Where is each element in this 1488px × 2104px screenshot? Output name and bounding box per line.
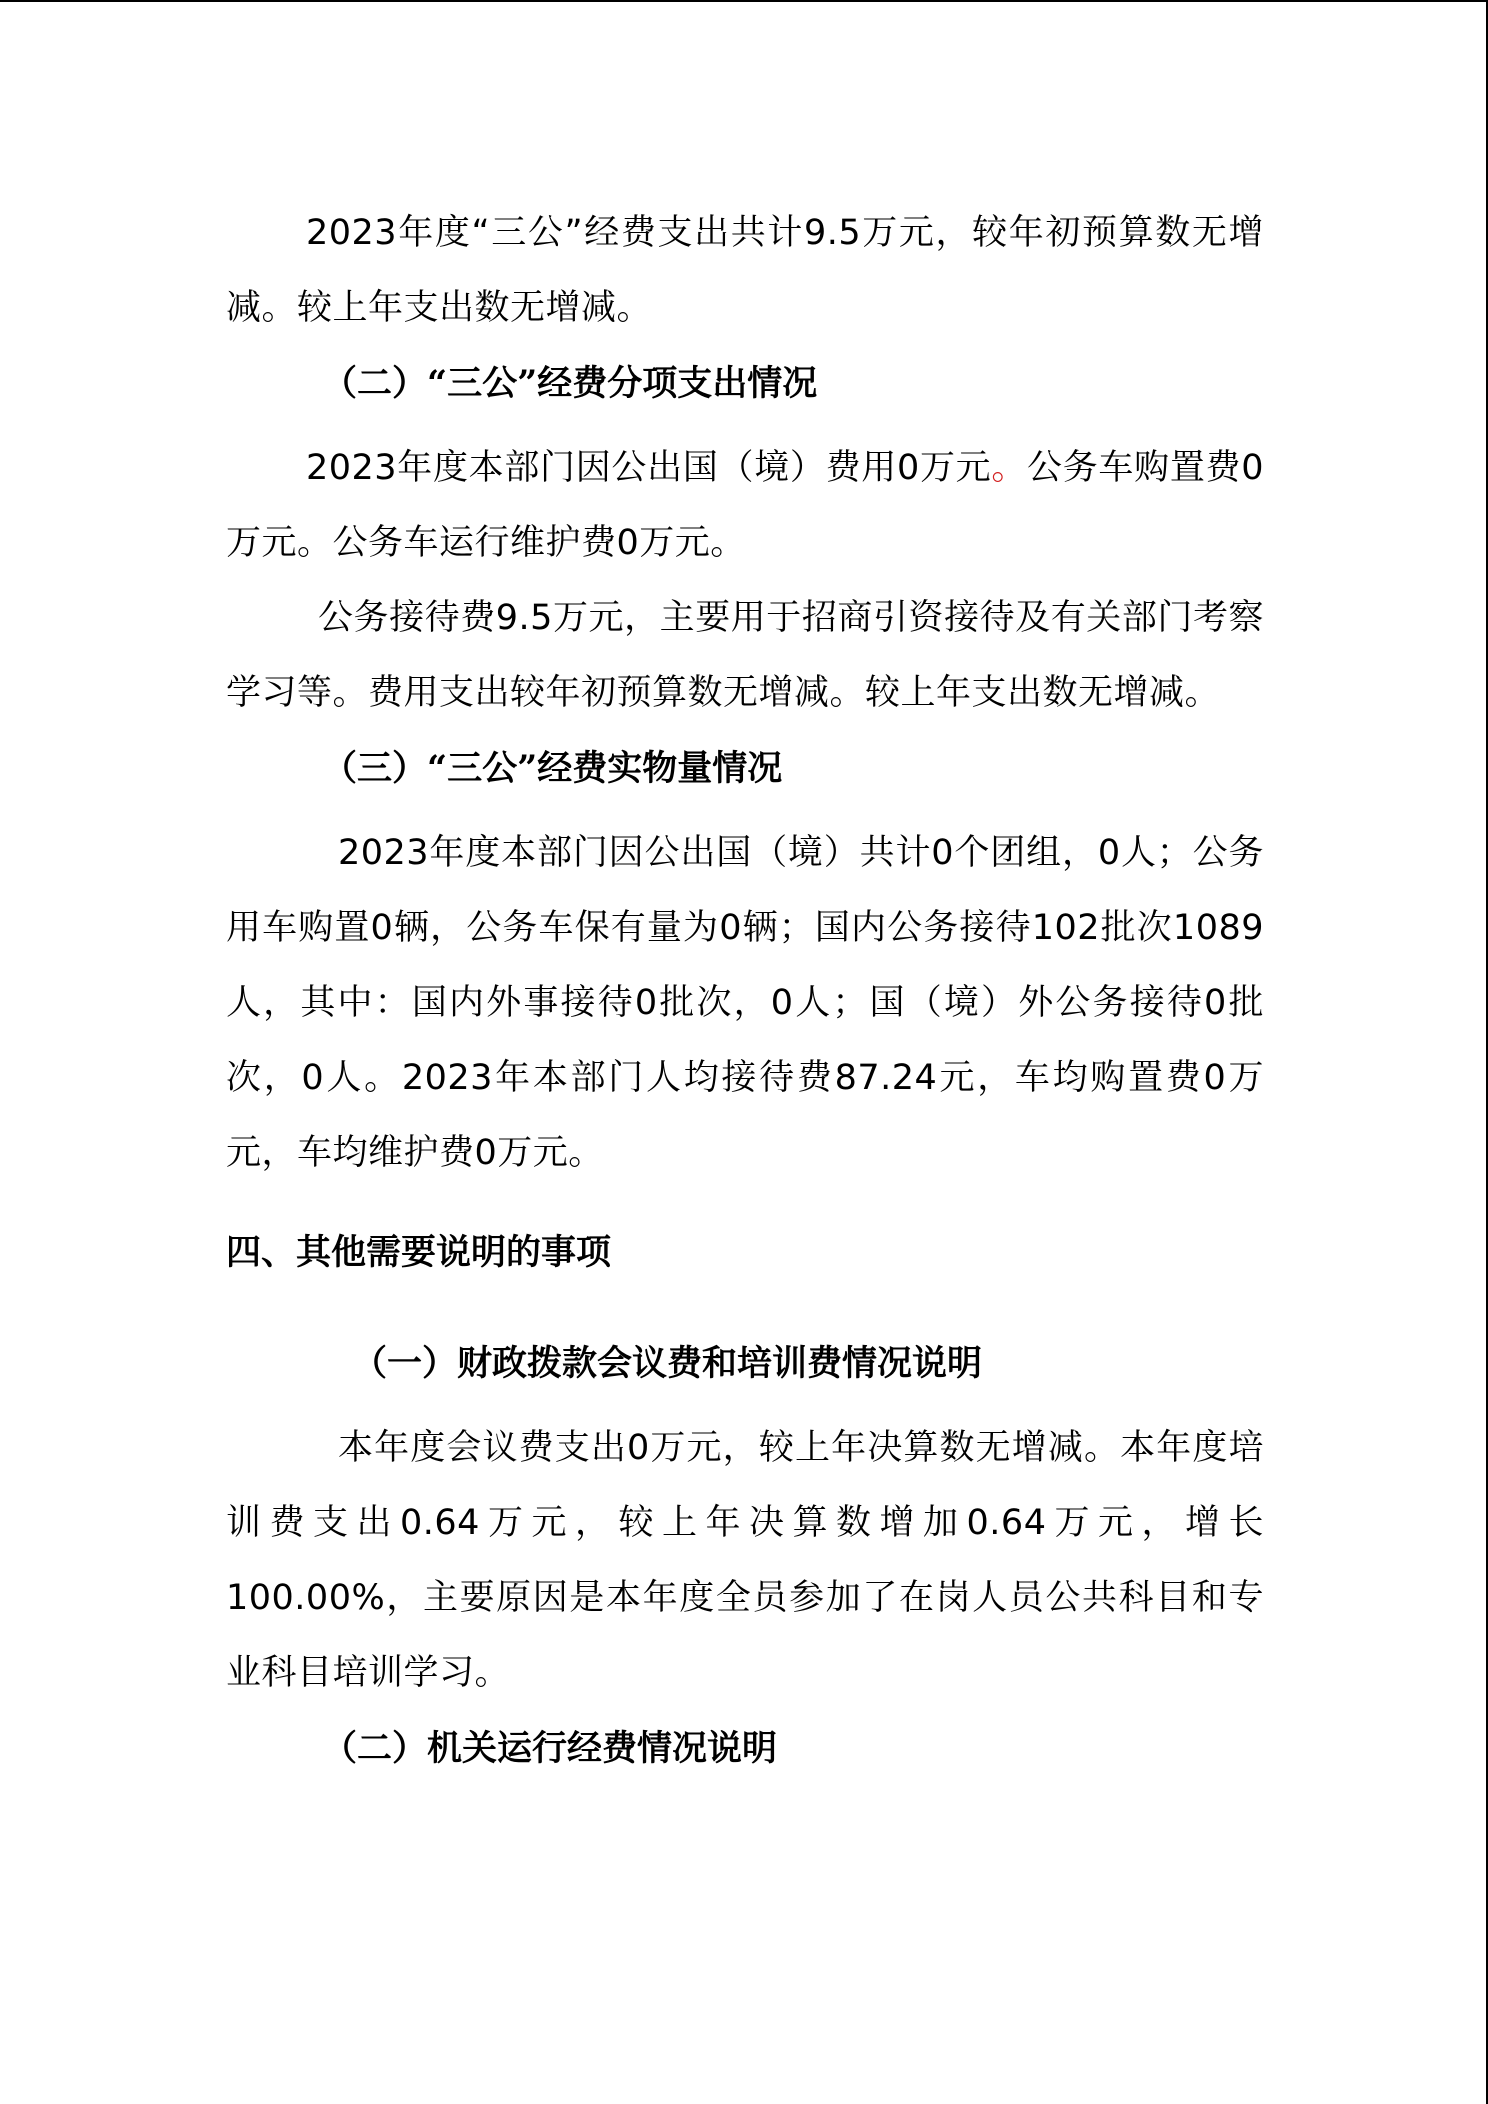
spacer <box>226 806 1264 816</box>
heading-physical-quantity: （三）“三公”经费实物量情况 <box>322 748 783 789</box>
paragraph-meeting-training-fees: 本年度会议费支出0万元，较上年决算数无增减。本年度培训费支出0.64万元，较上年决算数增加0.64万元，增长100.00%，主要原因是本年度全员参加了在岗人员公共科目和专业科目培训学习。 <box>226 1428 1264 1693</box>
heading-operating-expenses: （二）机关运行经费情况说明 <box>322 1728 778 1769</box>
spacer <box>226 421 1264 431</box>
spacer <box>226 1191 1264 1215</box>
paragraph-reception-fee: 公务接待费9.5万元，主要用于招商引资接待及有关部门考察学习等。费用支出较年初预算数无增减。较上年支出数无增减。 <box>226 598 1264 713</box>
document-body <box>226 196 1264 1786</box>
paragraph-text: 2023年度本部门因公出国（境）费用0万元 <box>306 448 992 488</box>
spacer <box>226 1290 1264 1326</box>
red-period: 。 <box>991 448 1028 488</box>
paragraph-physical-quantity: 2023年度本部门因公出国（境）共计0个团组，0人；公务用车购置0辆，公务车保有量为0辆；国内公务接待102批次1089人，其中：国内外事接待0批次，0人；国（境）外公务接待0批次，0人。2023年本部门人均接待费87.24元，车均购置费0万元，车均维护费0万元。 <box>226 833 1264 1173</box>
paragraph-sangong-total: 2023年度“三公”经费支出共计9.5万元，较年初预算数无增减。较上年支出数无增减。 <box>226 213 1264 328</box>
paragraph-itemized-expenditure <box>226 431 1264 581</box>
page-border-top <box>0 0 1488 2</box>
heading-meeting-training-fees: （一）财政拨款会议费和培训费情况说明 <box>352 1343 983 1384</box>
heading-itemized-expenditure: （二）“三公”经费分项支出情况 <box>322 363 818 404</box>
heading-other-matters: 四、其他需要说明的事项 <box>226 1232 612 1273</box>
paragraph-text: 公务车购置费0万元。公务车运行维护费0万元。 <box>226 448 1264 563</box>
spacer <box>226 1401 1264 1411</box>
